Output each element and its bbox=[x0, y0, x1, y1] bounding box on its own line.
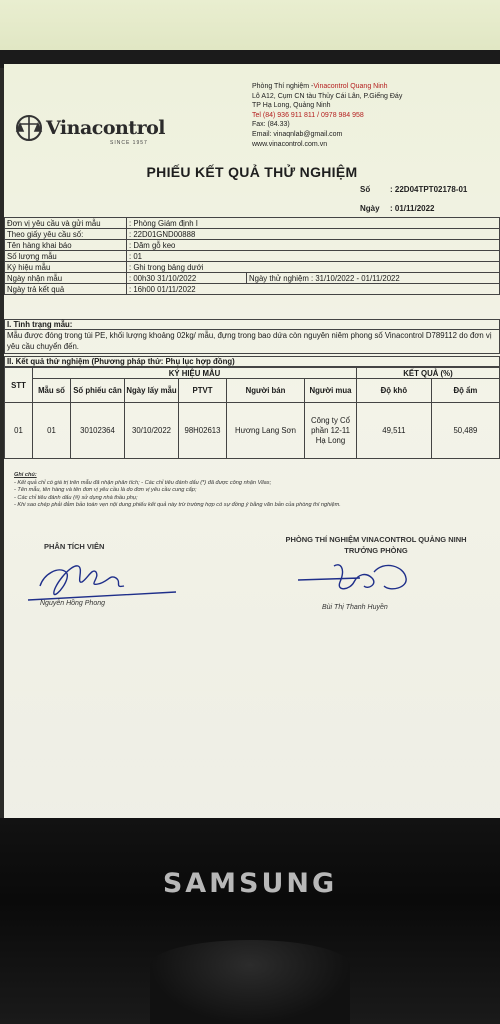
lab-head-role: TRƯỞNG PHÒNG bbox=[344, 546, 408, 555]
lab-head-name: Bùi Thị Thanh Huyền bbox=[322, 604, 388, 611]
col-so-phieu-can: Số phiếu cân bbox=[71, 379, 125, 403]
col-ngay-lay-mau: Ngày lấy mẫu bbox=[125, 379, 179, 403]
lab-name: Phòng Thí nghiệm -Vinacontrol Quang Ninh bbox=[252, 83, 388, 90]
document-number-label: Số bbox=[360, 185, 371, 194]
lab-address-line-1: Lô A12, Cụm CN tàu Thủy Cái Lân, P.Giếng Đáy bbox=[252, 92, 403, 100]
lab-tel: Tel (84) 936 911 811 / 0978 984 958 bbox=[252, 111, 364, 119]
lab-website: www.vinacontrol.com.vn bbox=[252, 140, 328, 148]
logo-text: Vinacontrol bbox=[46, 117, 165, 139]
note-line: - Kết quả chỉ có giá trị trên mẫu đã nhận phân tích; - Các chỉ tiêu đánh dấu (*) đã được công nhận Vilas; bbox=[14, 479, 272, 486]
lab-address-line-2: TP Hạ Long, Quảng Ninh bbox=[252, 102, 331, 110]
document-number-value: : 22D04TPT02178-01 bbox=[390, 185, 468, 194]
test-results-table bbox=[4, 367, 500, 459]
company-logo bbox=[14, 114, 165, 146]
col-group-result: KẾT QUẢ (%) bbox=[357, 368, 500, 379]
document-title: PHIẾU KẾT QUẢ THỬ NGHIỆM bbox=[146, 164, 358, 180]
analyst-title: PHÂN TÍCH VIÊN bbox=[44, 542, 105, 551]
note-line: - Các chỉ tiêu đánh dấu (#) sử dụng nhà thầu phụ; bbox=[14, 494, 138, 501]
document-date-value: : 01/11/2022 bbox=[390, 204, 435, 213]
monitor-stand bbox=[150, 940, 350, 1024]
note-line: - Khi sao chép phải đảm bảo toàn vẹn nội dung phiếu kết quả này trừ trường hợp có sự đồng ý bằng văn bản của phòng thí nghiệm. bbox=[14, 502, 341, 509]
lab-head-org: PHÒNG THÍ NGHIỆM VINACONTROL QUẢNG NINH bbox=[285, 535, 467, 544]
info-row: Đơn vị yêu cầu và gửi mẫu : Phòng Giám định I bbox=[5, 218, 500, 229]
col-do-kho: Độ khô bbox=[357, 379, 432, 403]
sample-condition-heading: I. Tình trạng mẫu: bbox=[4, 319, 500, 330]
notes-header: Ghi chú: bbox=[14, 472, 37, 478]
screen-glare bbox=[4, 684, 500, 820]
document-number bbox=[360, 185, 467, 194]
monitor-brand-logo: SAMSUNG bbox=[162, 868, 338, 899]
document-date-label: Ngày bbox=[360, 204, 380, 213]
col-ptvt: PTVT bbox=[179, 379, 227, 403]
sample-info-table bbox=[4, 217, 500, 295]
info-row: Theo giấy yêu cầu số: : 22D01GND00888 bbox=[5, 229, 500, 240]
info-row: Ký hiệu mẫu : Ghi trong bảng dưới bbox=[5, 262, 500, 273]
vinacontrol-logo-icon bbox=[14, 114, 44, 142]
analyst-signature-icon bbox=[26, 554, 186, 606]
info-row: Ngày nhận mẫu : 00h30 31/10/2022 Ngày thử nghiệm : 31/10/2022 - 01/11/2022 bbox=[5, 273, 500, 284]
lab-contact-block bbox=[252, 82, 402, 149]
monitor-screen bbox=[4, 64, 500, 820]
col-do-am: Độ ẩm bbox=[431, 379, 499, 403]
col-group-sample-id: KÝ HIỆU MẪU bbox=[33, 368, 357, 379]
document-date bbox=[360, 204, 434, 213]
analyst-name: Nguyễn Hồng Phong bbox=[40, 600, 105, 607]
test-results-heading: II. Kết quả thử nghiệm (Phương pháp thử: Phụ lục hợp đồng) bbox=[4, 356, 500, 367]
note-line: - Tên mẫu, tên hàng và tên đơn vị yêu cầu là do đơn vị yêu cầu cung cấp; bbox=[14, 487, 197, 494]
col-nguoi-ban: Người bán bbox=[227, 379, 305, 403]
info-row: Tên hàng khai báo : Dăm gỗ keo bbox=[5, 240, 500, 251]
info-row: Ngày trả kết quả : 16h00 01/11/2022 bbox=[5, 284, 500, 295]
lab-head-signature-icon bbox=[294, 552, 444, 602]
lab-email: Email: vinaqnlab@gmail.com bbox=[252, 130, 343, 138]
col-mau-so: Mẫu số bbox=[33, 379, 71, 403]
info-row: Số lượng mẫu : 01 bbox=[5, 251, 500, 262]
col-nguoi-mua: Người mua bbox=[305, 379, 357, 403]
lab-fax: Fax: (84.33) bbox=[252, 121, 290, 129]
notes-block bbox=[14, 472, 341, 510]
sample-condition-text: Mẫu được đóng trong túi PE, khối lượng khoảng 02kg/ mẫu, đựng trong bao dứa còn nguyên niêm phong số Vinacontrol D789112 do đơn vị yêu cầu chuyển đến. bbox=[4, 330, 500, 354]
logo-subtext: SINCE 1957 bbox=[110, 140, 148, 146]
col-stt: STT bbox=[5, 368, 33, 403]
table-row: 01 01 30102364 30/10/2022 98H02613 Hương Lang Sơn Công ty Cổ phần 12-11 Hạ Long 49,511 50,489 bbox=[5, 403, 500, 459]
